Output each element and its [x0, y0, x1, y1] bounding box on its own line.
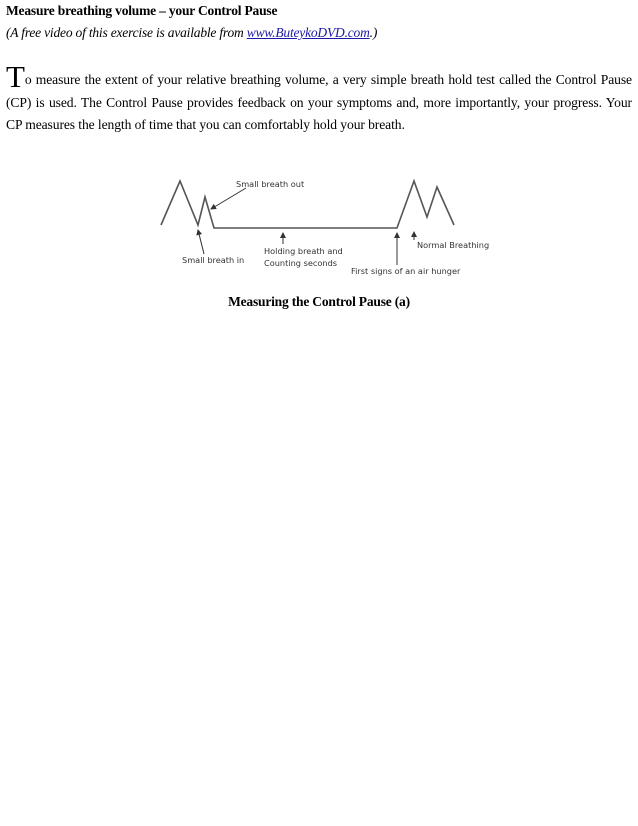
breathing-trace	[161, 181, 454, 228]
section-title: Measure breathing volume – your Control Pause	[6, 3, 278, 18]
intro-paragraph-text: o measure the extent of your relative breathing volume, a very simple breath hold test called the Control Pause (CP) is used. The Control Pause provides feedback on your symptoms and, more importantly, your progress. Your CP measures the length of time that you can comfortably hold your breath.	[6, 72, 632, 132]
video-note-prefix: (A free video of this exercise is available from	[6, 25, 247, 40]
normal-breathing-label: Normal Breathing	[417, 240, 490, 250]
video-note	[6, 25, 377, 41]
air-hunger-label: First signs of an air hunger	[351, 266, 461, 276]
small-breath-out-arrow	[211, 188, 246, 209]
small-breath-out-label: Small breath out	[236, 179, 305, 189]
holding-breath-label-line2: Counting seconds	[264, 258, 338, 268]
drop-cap: T	[6, 59, 25, 94]
breathing-graph	[151, 170, 496, 278]
video-note-suffix: .)	[369, 25, 378, 40]
small-breath-in-arrow	[198, 230, 204, 254]
figure-caption: Measuring the Control Pause (a)	[228, 294, 410, 309]
buteyko-dvd-link[interactable]: www.ButeykoDVD.com	[246, 25, 370, 40]
control-pause-diagram	[151, 170, 496, 278]
intro-paragraph	[6, 59, 632, 137]
holding-breath-label-line1: Holding breath and	[264, 246, 343, 256]
small-breath-in-label: Small breath in	[182, 255, 245, 265]
